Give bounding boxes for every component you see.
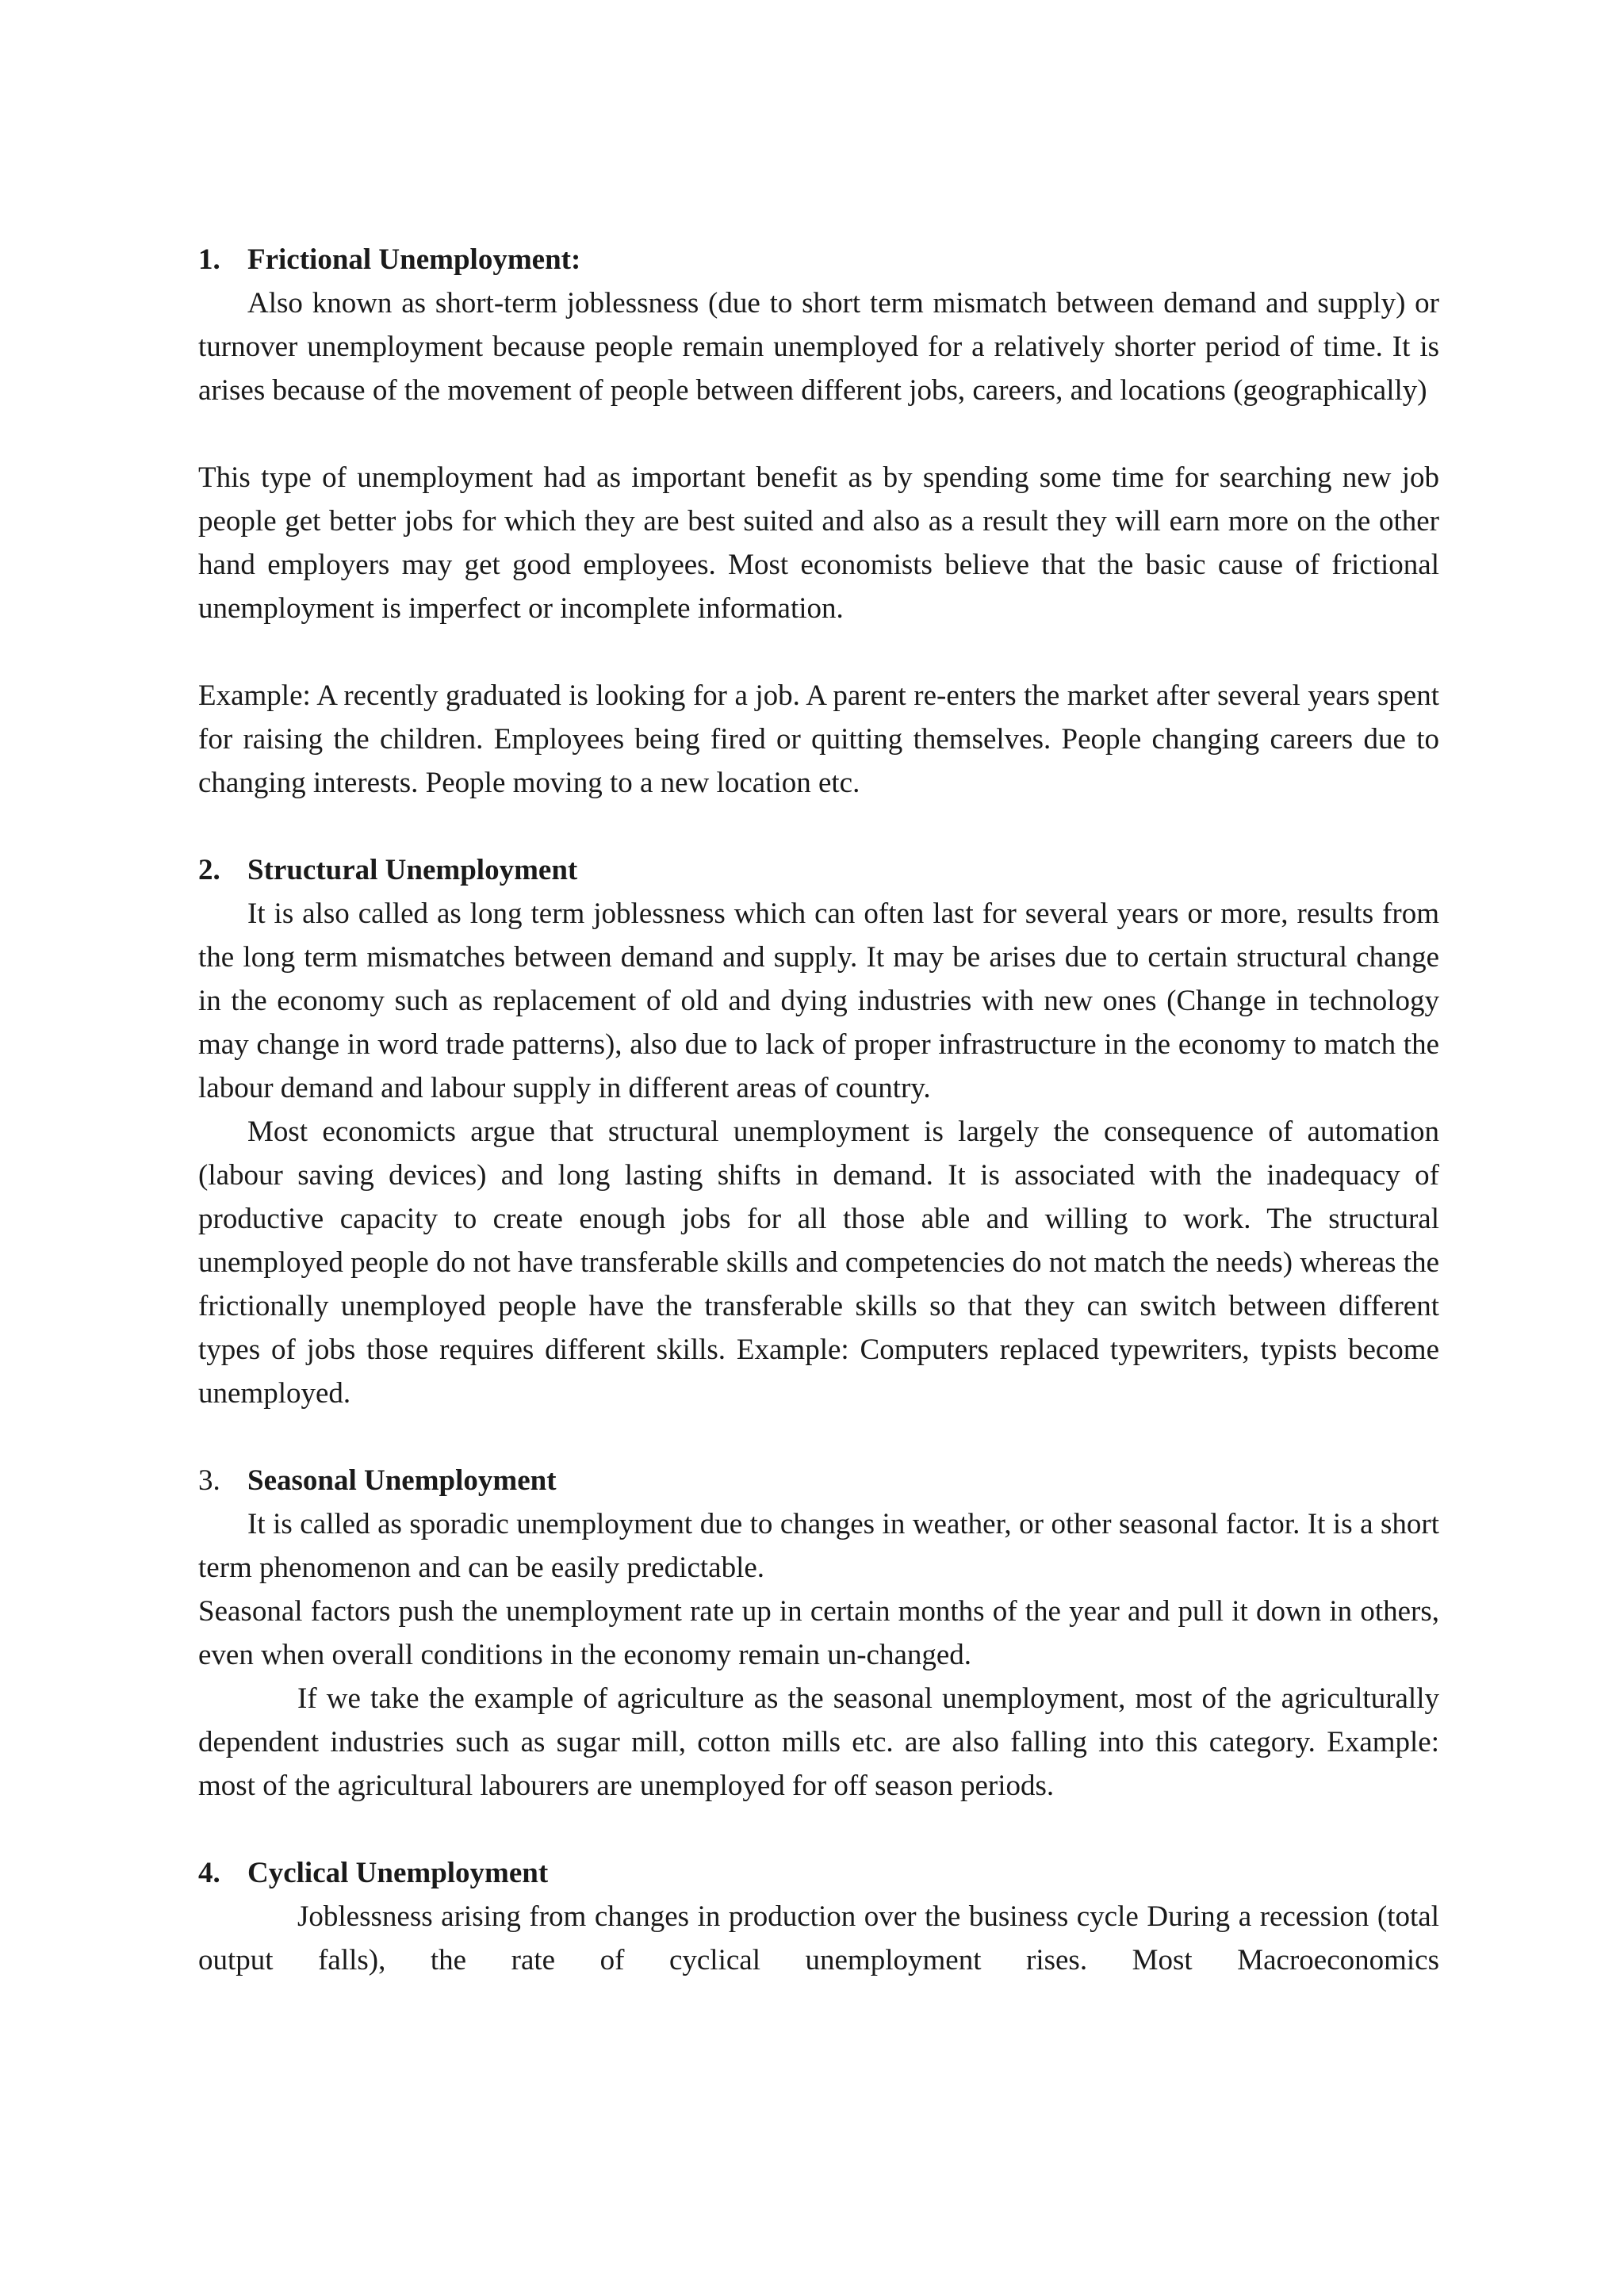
paragraph: Joblessness arising from changes in production over the business cycle During a recession (total output falls), the rate of cyclical unemployment rises. Most Macroeconomics — [198, 1900, 1439, 1976]
section-number: 4. — [198, 1857, 220, 1889]
section-heading — [198, 238, 1439, 281]
paragraph: It is called as sporadic unemployment due to changes in weather, or other seasonal factor. It is a short term phenomenon and can be easily predictable. — [198, 1508, 1439, 1584]
section-number: 2. — [198, 854, 220, 886]
paragraph: Also known as short-term joblessness (due to short term mismatch between demand and supply) or turnover unemployment because people remain unemployed for a relatively shorter period of time. It is arises because of the movement of people between different jobs, careers, and locations (geographically) — [198, 287, 1439, 407]
section-heading — [198, 848, 1439, 892]
section-frictional — [198, 238, 1439, 805]
section-structural — [198, 848, 1439, 1415]
paragraph: If we take the example of agriculture as the seasonal unemployment, most of the agriculturally dependent industries such as sugar mill, cotton mills etc. are also falling into this category. Example: most of the agricultural labourers are unemployed for off season periods. — [198, 1682, 1439, 1802]
section-title: Cyclical Unemployment — [247, 1857, 549, 1889]
paragraph: It is also called as long term joblessness which can often last for several years or more, results from the long term mismatches between demand and supply. It may be arises due to certain structural change in the economy such as replacement of old and dying industries with new ones (Change in technology may change in word trade patterns), also due to lack of proper infrastructure in the economy to match the labour demand and labour supply in different areas of country. — [198, 897, 1439, 1104]
section-seasonal — [198, 1459, 1439, 1808]
paragraph: Seasonal factors push the unemployment rate up in certain months of the year and pull it down in others, even when overall conditions in the economy remain un-changed. — [198, 1595, 1439, 1671]
section-heading — [198, 1851, 1439, 1895]
section-title: Seasonal Unemployment — [247, 1464, 557, 1497]
section-number: 1. — [198, 243, 220, 276]
section-cyclical — [198, 1851, 1439, 1982]
section-heading — [198, 1459, 1439, 1502]
section-number: 3. — [198, 1464, 220, 1497]
paragraph: Example: A recently graduated is looking for a job. A parent re-enters the market after several years spent for raising the children. Employees being fired or quitting themselves. People changing careers due to changing interests. People moving to a new location etc. — [198, 679, 1439, 799]
paragraph: Most economicts argue that structural unemployment is largely the consequence of automation (labour saving devices) and long lasting shifts in demand. It is associated with the inadequacy of productive capacity to create enough jobs for all those able and willing to work. The structural unemployed people do not have transferable skills and competencies do not match the needs) whereas the frictionally unemployed people have the transferable skills so that they can switch between different types of jobs those requires different skills. Example: Computers replaced typewriters, typists become unemployed. — [198, 1115, 1439, 1410]
document-page — [198, 238, 1439, 1982]
paragraph: This type of unemployment had as important benefit as by spending some time for searching new job people get better jobs for which they are best suited and also as a result they will earn more on the other hand employers may get good employees. Most economists believe that the basic cause of frictional unemployment is imperfect or incomplete information. — [198, 461, 1439, 625]
section-title: Frictional Unemployment: — [247, 243, 581, 276]
section-title: Structural Unemployment — [247, 854, 578, 886]
